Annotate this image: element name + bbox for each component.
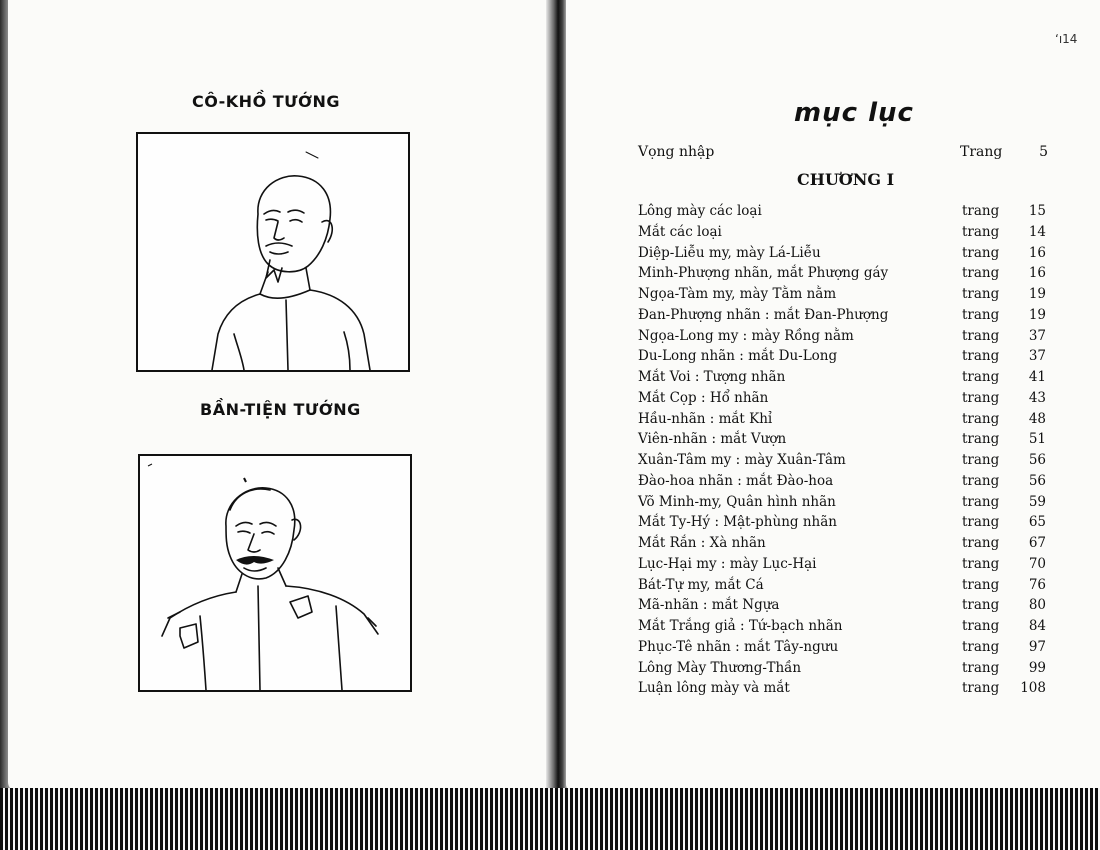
toc-entry-page: 108 — [1020, 680, 1046, 697]
toc-entry-title: Du-Long nhãn : mắt Du-Long — [638, 348, 838, 365]
book-gutter — [546, 0, 568, 850]
bald-old-man-illustration — [138, 134, 408, 370]
toc-intro-label: Trang — [960, 144, 1003, 160]
toc-entry-page: 67 — [1028, 535, 1046, 551]
toc-entry — [636, 222, 1046, 243]
toc-entry-title: Võ Minh-my, Quân hình nhãn — [638, 493, 836, 510]
toc-entry-title: Phục-Tê nhãn : mắt Tây-ngưu — [638, 638, 839, 655]
toc-entry-page: 15 — [1028, 203, 1046, 219]
toc-entry-title: Xuân-Tâm my : mày Xuân-Tâm — [638, 452, 846, 468]
toc-entry-page: 56 — [1028, 452, 1046, 468]
toc-entry-label: trang — [962, 618, 1000, 634]
toc-entry-label: trang — [962, 514, 1000, 531]
toc-entry-title: Mắt Ty-Hý : Mật-phùng nhãn — [638, 514, 837, 531]
toc-entry-page: 70 — [1028, 555, 1046, 572]
toc-entry-label: trang — [962, 555, 1000, 572]
toc-entry — [636, 243, 1046, 264]
scanner-stripes — [0, 788, 1100, 850]
toc-entry-label: trang — [962, 223, 1000, 240]
toc-entry-label: trang — [962, 306, 1000, 323]
toc-entry-label: trang — [962, 576, 1000, 593]
toc-entry-page: 37 — [1028, 327, 1046, 344]
toc-entry-title: Luận lông mày và mắt — [638, 680, 790, 697]
toc-entry-label: trang — [962, 203, 1000, 219]
toc-entry-title: Mắt Cọp : Hổ nhãn — [638, 389, 769, 406]
toc-intro-page: 5 — [1039, 144, 1048, 160]
toc-entry-title: Mắt Voi : Tượng nhãn — [638, 369, 786, 385]
toc-entry-label: trang — [962, 535, 1000, 551]
toc-entry — [636, 305, 1046, 326]
toc-entry-page: 19 — [1028, 286, 1046, 302]
toc-entry-label: trang — [962, 452, 1000, 468]
toc-entry — [636, 678, 1046, 699]
toc-entry — [636, 263, 1046, 284]
toc-entry — [636, 616, 1046, 637]
toc-entry — [636, 595, 1046, 616]
toc-entry-page: 37 — [1028, 348, 1046, 365]
toc-entry-title: Lông Mày Thương-Thần — [638, 659, 802, 676]
toc-entry-label: trang — [962, 348, 1000, 365]
toc-entry — [636, 201, 1046, 222]
toc-entry-label: trang — [962, 244, 1000, 261]
toc-entry-title: Diệp-Liễu my, mày Lá-Liễu — [638, 244, 821, 261]
toc-intro-title: Vọng nhập — [638, 144, 715, 160]
toc-entry-page: 56 — [1028, 472, 1046, 489]
toc-entry-page: 48 — [1028, 410, 1046, 427]
toc-entry-label: trang — [962, 286, 1000, 302]
toc-title: mục lục — [794, 98, 914, 128]
toc-entry-label: trang — [962, 638, 1000, 655]
ragged-man-illustration — [140, 456, 410, 690]
toc-entry-page: 97 — [1028, 638, 1046, 655]
toc-entry-page: 19 — [1028, 306, 1046, 323]
illustration-frame-bald-man — [136, 132, 410, 372]
toc-entry — [636, 450, 1046, 471]
toc-entry-page: 14 — [1028, 223, 1046, 240]
toc-entry — [636, 388, 1046, 409]
toc-entry-page: 76 — [1028, 576, 1046, 593]
toc-entry-title: Lông mày các loại — [638, 203, 762, 219]
toc-entry — [636, 346, 1046, 367]
toc-entry-title: Bát-Tự my, mắt Cá — [638, 576, 764, 593]
toc-entry-label: trang — [962, 659, 1000, 676]
toc-entry — [636, 554, 1046, 575]
toc-entry — [636, 637, 1046, 658]
toc-entry-page: 43 — [1028, 389, 1046, 406]
toc-entry — [636, 575, 1046, 596]
toc-entry — [636, 326, 1046, 347]
caption-co-kho-tuong: CÔ-KHỒ TƯỚNG — [192, 92, 341, 111]
toc-entry-label: trang — [962, 680, 1000, 697]
caption-ban-tien-tuong: BẦN-TIỆN TƯỚNG — [200, 400, 361, 419]
toc-entry-page: 41 — [1028, 369, 1046, 385]
toc-entry-page: 65 — [1028, 514, 1046, 531]
illustration-frame-poor-man — [138, 454, 412, 692]
toc-entry-page: 59 — [1028, 493, 1046, 510]
toc-entry-title: Mắt Trắng giả : Tứ-bạch nhãn — [638, 618, 843, 634]
toc-entry — [636, 429, 1046, 450]
toc-entry-label: trang — [962, 493, 1000, 510]
toc-entry-title: Minh-Phượng nhãn, mắt Phượng gáy — [638, 265, 889, 282]
toc-entry-label: trang — [962, 410, 1000, 427]
toc-entry-title: Ngọa-Tàm my, mày Tằm nằm — [638, 286, 837, 302]
toc-entry — [636, 533, 1046, 554]
toc-entry — [636, 512, 1046, 533]
toc-entry-title: Lục-Hại my : mày Lục-Hại — [638, 555, 817, 572]
toc-entry-page: 16 — [1028, 244, 1046, 261]
toc-entry-title: Đào-hoa nhãn : mắt Đào-hoa — [638, 472, 834, 489]
toc-entry-label: trang — [962, 369, 1000, 385]
toc-entry-label: trang — [962, 389, 1000, 406]
toc-entry-title: Mắt Rắn : Xà nhãn — [638, 535, 766, 551]
chapter-heading: CHƯƠNG I — [797, 170, 895, 189]
toc-entry-title: Mắt các loại — [638, 223, 722, 240]
toc-entry — [636, 367, 1046, 388]
toc-entry-page: 16 — [1028, 265, 1046, 282]
toc-entry — [636, 409, 1046, 430]
toc-entry-page: 51 — [1028, 431, 1046, 448]
toc-entry-page: 84 — [1028, 618, 1046, 634]
toc-entry-label: trang — [962, 472, 1000, 489]
toc-entry-label: trang — [962, 265, 1000, 282]
toc-entry — [636, 492, 1046, 513]
toc-entry-label: trang — [962, 327, 1000, 344]
toc-entry-page: 99 — [1028, 659, 1046, 676]
toc-entry-page: 80 — [1028, 597, 1046, 614]
page-corner-mark: ʻı14 — [1055, 32, 1078, 46]
toc-entry — [636, 471, 1046, 492]
toc-entry-title: Đan-Phượng nhãn : mắt Đan-Phượng — [638, 306, 889, 323]
toc-list — [636, 201, 1046, 699]
toc-entry-label: trang — [962, 431, 1000, 448]
toc-entry-title: Ngọa-Long my : mày Rồng nằm — [638, 327, 854, 344]
toc-entry-title: Mã-nhãn : mắt Ngựa — [638, 597, 780, 614]
toc-entry — [636, 658, 1046, 679]
toc-entry-title: Hầu-nhãn : mắt Khỉ — [638, 410, 773, 427]
toc-entry — [636, 284, 1046, 305]
toc-intro-row — [638, 144, 1048, 162]
toc-entry-title: Viên-nhãn : mắt Vượn — [638, 431, 787, 448]
toc-entry-label: trang — [962, 597, 1000, 614]
